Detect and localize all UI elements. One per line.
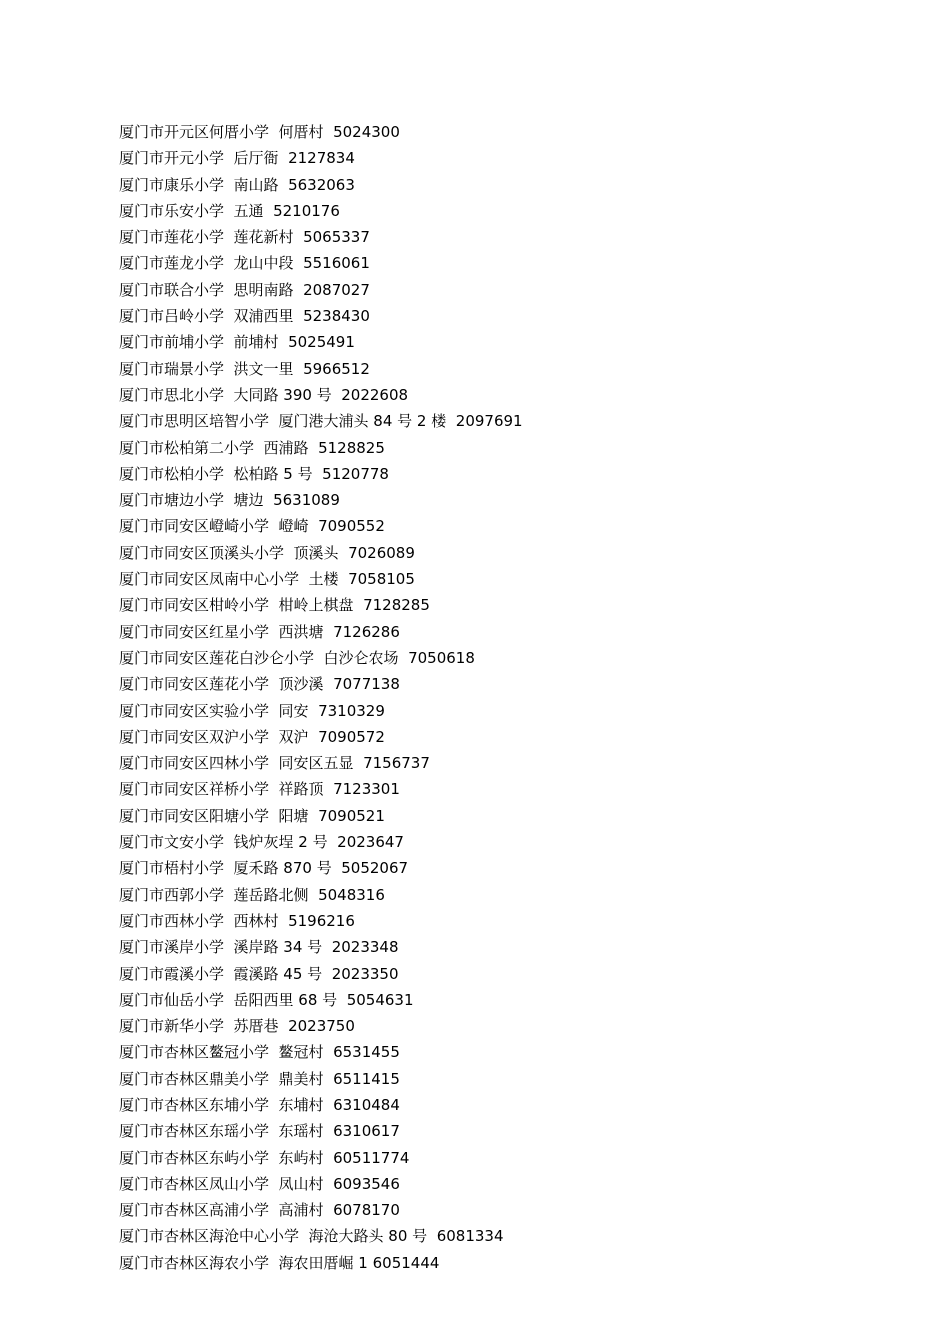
list-item: 厦门市开元小学 后厅衙 2127834 [119,149,355,168]
list-item: 厦门市同安区凤南中心小学 土楼 7058105 [119,570,415,589]
list-item: 厦门市同安区嶝崎小学 嶝崎 7090552 [119,517,385,536]
list-item: 厦门市文安小学 钱炉灰埕 2 号 2023647 [119,833,404,852]
list-item: 厦门市杏林区高浦小学 高浦村 6078170 [119,1201,400,1220]
list-item: 厦门市前埔小学 前埔村 5025491 [119,333,355,352]
list-item: 厦门市松柏小学 松柏路 5 号 5120778 [119,464,389,483]
list-item: 厦门市吕岭小学 双浦西里 5238430 [119,307,370,326]
list-item: 厦门市同安区红星小学 西洪塘 7126286 [119,622,400,641]
list-item: 厦门市西林小学 西林村 5196216 [119,911,355,930]
list-item: 厦门市联合小学 思明南路 2087027 [119,280,370,299]
list-item: 厦门市同安区祥桥小学 祥路顶 7123301 [119,780,400,799]
list-item: 厦门市松柏第二小学 西浦路 5128825 [119,438,385,457]
list-item: 厦门市新华小学 苏厝巷 2023750 [119,1017,355,1036]
list-item: 厦门市康乐小学 南山路 5632063 [119,175,355,194]
school-list [119,119,523,1276]
list-item: 厦门市思明区培智小学 厦门港大浦头 84 号 2 楼 2097691 [119,412,523,431]
list-item: 厦门市杏林区海沧中心小学 海沧大路头 80 号 6081334 [119,1227,504,1246]
list-item: 厦门市西郭小学 莲岳路北侧 5048316 [119,885,385,904]
list-item: 厦门市开元区何厝小学 何厝村 5024300 [119,123,400,141]
list-item: 厦门市同安区四林小学 同安区五显 7156737 [119,754,430,773]
list-item: 厦门市仙岳小学 岳阳西里 68 号 5054631 [119,990,414,1009]
list-item: 厦门市同安区顶溪头小学 顶溪头 7026089 [119,543,415,562]
list-item: 厦门市同安区阳塘小学 阳塘 7090521 [119,806,385,825]
list-item: 厦门市杏林区东埔小学 东埔村 6310484 [119,1095,400,1114]
list-item: 厦门市杏林区凤山小学 凤山村 6093546 [119,1174,400,1193]
list-item: 厦门市杏林区东瑶小学 东瑶村 6310617 [119,1122,400,1141]
list-item: 厦门市同安区实验小学 同安 7310329 [119,701,385,720]
list-item: 厦门市杏林区东屿小学 东屿村 60511774 [119,1148,410,1167]
list-item: 厦门市莲龙小学 龙山中段 5516061 [119,254,370,273]
list-item: 厦门市莲花小学 莲花新村 5065337 [119,228,370,247]
list-item: 厦门市梧村小学 厦禾路 870 号 5052067 [119,859,409,878]
list-item: 厦门市霞溪小学 霞溪路 45 号 2023350 [119,964,399,983]
list-item: 厦门市溪岸小学 溪岸路 34 号 2023348 [119,938,399,957]
list-item: 厦门市乐安小学 五通 5210176 [119,201,340,220]
list-item: 厦门市同安区双沪小学 双沪 7090572 [119,727,385,746]
list-item: 厦门市杏林区鼎美小学 鼎美村 6511415 [119,1069,400,1088]
list-item: 厦门市同安区柑岭小学 柑岭上棋盘 7128285 [119,596,430,615]
list-item: 厦门市塘边小学 塘边 5631089 [119,491,340,510]
list-item: 厦门市瑞景小学 洪文一里 5966512 [119,359,370,378]
list-item: 厦门市杏林区海农小学 海农田厝崛 1 6051444 [119,1253,440,1272]
list-item: 厦门市同安区莲花白沙仑小学 白沙仑农场 7050618 [119,648,475,667]
list-item: 厦门市杏林区鳌冠小学 鳌冠村 6531455 [119,1043,400,1062]
list-item: 厦门市同安区莲花小学 顶沙溪 7077138 [119,675,400,694]
list-item: 厦门市思北小学 大同路 390 号 2022608 [119,385,409,404]
